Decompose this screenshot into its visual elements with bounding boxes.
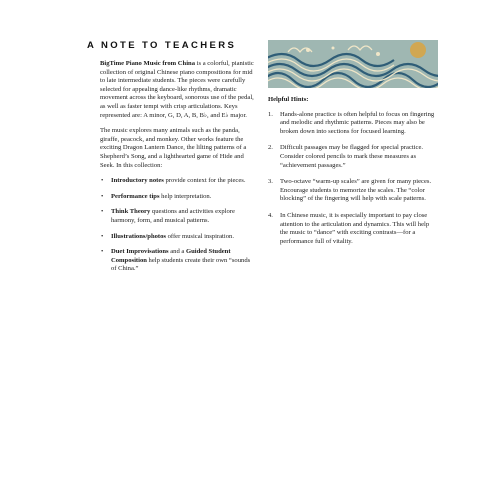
list-item-bold: Introductory notes (111, 177, 164, 185)
hints-list (268, 111, 438, 247)
intro-text: is a colorful, pianistic collection of original Chinese piano compositions for mid to late intermediate students. The pieces were carefully selected for appealing dance-like rhythms, dramatic movement across the keyboard, sonorous use of the pedal, as well as faster tempi with crisp articulations. Keys represented are: A minor, G, D, A, B, B♭, and E♭ major. (100, 60, 254, 119)
list-item-text: provide context for the pieces. (163, 177, 246, 185)
hint-text: In Chinese music, it is especially important to pay close attention to the articulation and dynamics. This will help the music to “dance” with exciting contrasts—for a performance full of vitality. (280, 211, 430, 245)
wave-cloud-icon (268, 40, 438, 88)
list-item-text: offer musical inspiration. (165, 232, 234, 240)
hint-text: Difficult passages may be flagged for special practice. Consider colored pencils to mark these measures as “achievement passages.” (280, 144, 424, 169)
list-item-text: help interpretation. (159, 192, 212, 200)
hint-item (268, 111, 438, 137)
hint-item (268, 144, 438, 170)
list-item-text: questions and activities explore harmony, form, and musical patterns. (111, 208, 235, 224)
list-item-bold: Illustrations/photos (111, 232, 166, 240)
list-item-bold: Think Theory (111, 208, 151, 216)
hint-item (268, 178, 438, 204)
list-item-bold: Duet Improvisations (111, 248, 169, 256)
right-column (268, 96, 438, 254)
list-item-bold: Performance tips (111, 192, 160, 200)
list-item (100, 248, 255, 274)
bullet-glyph: • (101, 192, 104, 200)
list-item-text: and a (168, 248, 186, 256)
list-item (100, 233, 255, 242)
list-item (100, 193, 255, 202)
list-item-text: help students create their own “sounds of China.” (111, 256, 251, 273)
hint-number: 1. (268, 110, 273, 118)
list-item (100, 208, 255, 225)
wave-cloud-illustration (268, 40, 438, 88)
hint-number: 4. (268, 211, 273, 219)
bullet-glyph: • (101, 177, 104, 185)
hint-text: Two-octave “warm-up scales” are given for many pieces. Encourage students to memorize the scales. The “color blocking” of the fingering will help with scale patterns. (280, 178, 432, 203)
bullet-glyph: • (101, 208, 104, 216)
intro-title: BigTime Piano Music from China (100, 60, 196, 67)
hint-text: Hands-alone practice is often helpful to focus on fingering and melodic and rhythmic patterns. Pieces may also be broken down into sections for focused learning. (280, 110, 435, 135)
list-item (100, 177, 255, 186)
bullet-glyph: • (101, 248, 104, 256)
hint-number: 2. (268, 144, 273, 152)
bullet-glyph: • (101, 232, 104, 240)
hint-item (268, 212, 438, 246)
page-title: A NOTE TO TEACHERS (87, 40, 237, 51)
hints-title: Helpful Hints: (268, 96, 309, 103)
intro-paragraph (100, 60, 255, 120)
hint-number: 3. (268, 178, 273, 186)
feature-list (100, 177, 255, 274)
animals-paragraph: The music explores many animals such as the panda, giraffe, peacock, and monkey. Other works feature the exciting Dragon Lantern Dance, the lilting patterns of a Shepherd’s Song, and a lighthearted game of Hide and Seek. In this collection: (100, 127, 247, 169)
left-column (100, 60, 255, 281)
list-item-bold: Guided Student Composition (111, 248, 231, 264)
